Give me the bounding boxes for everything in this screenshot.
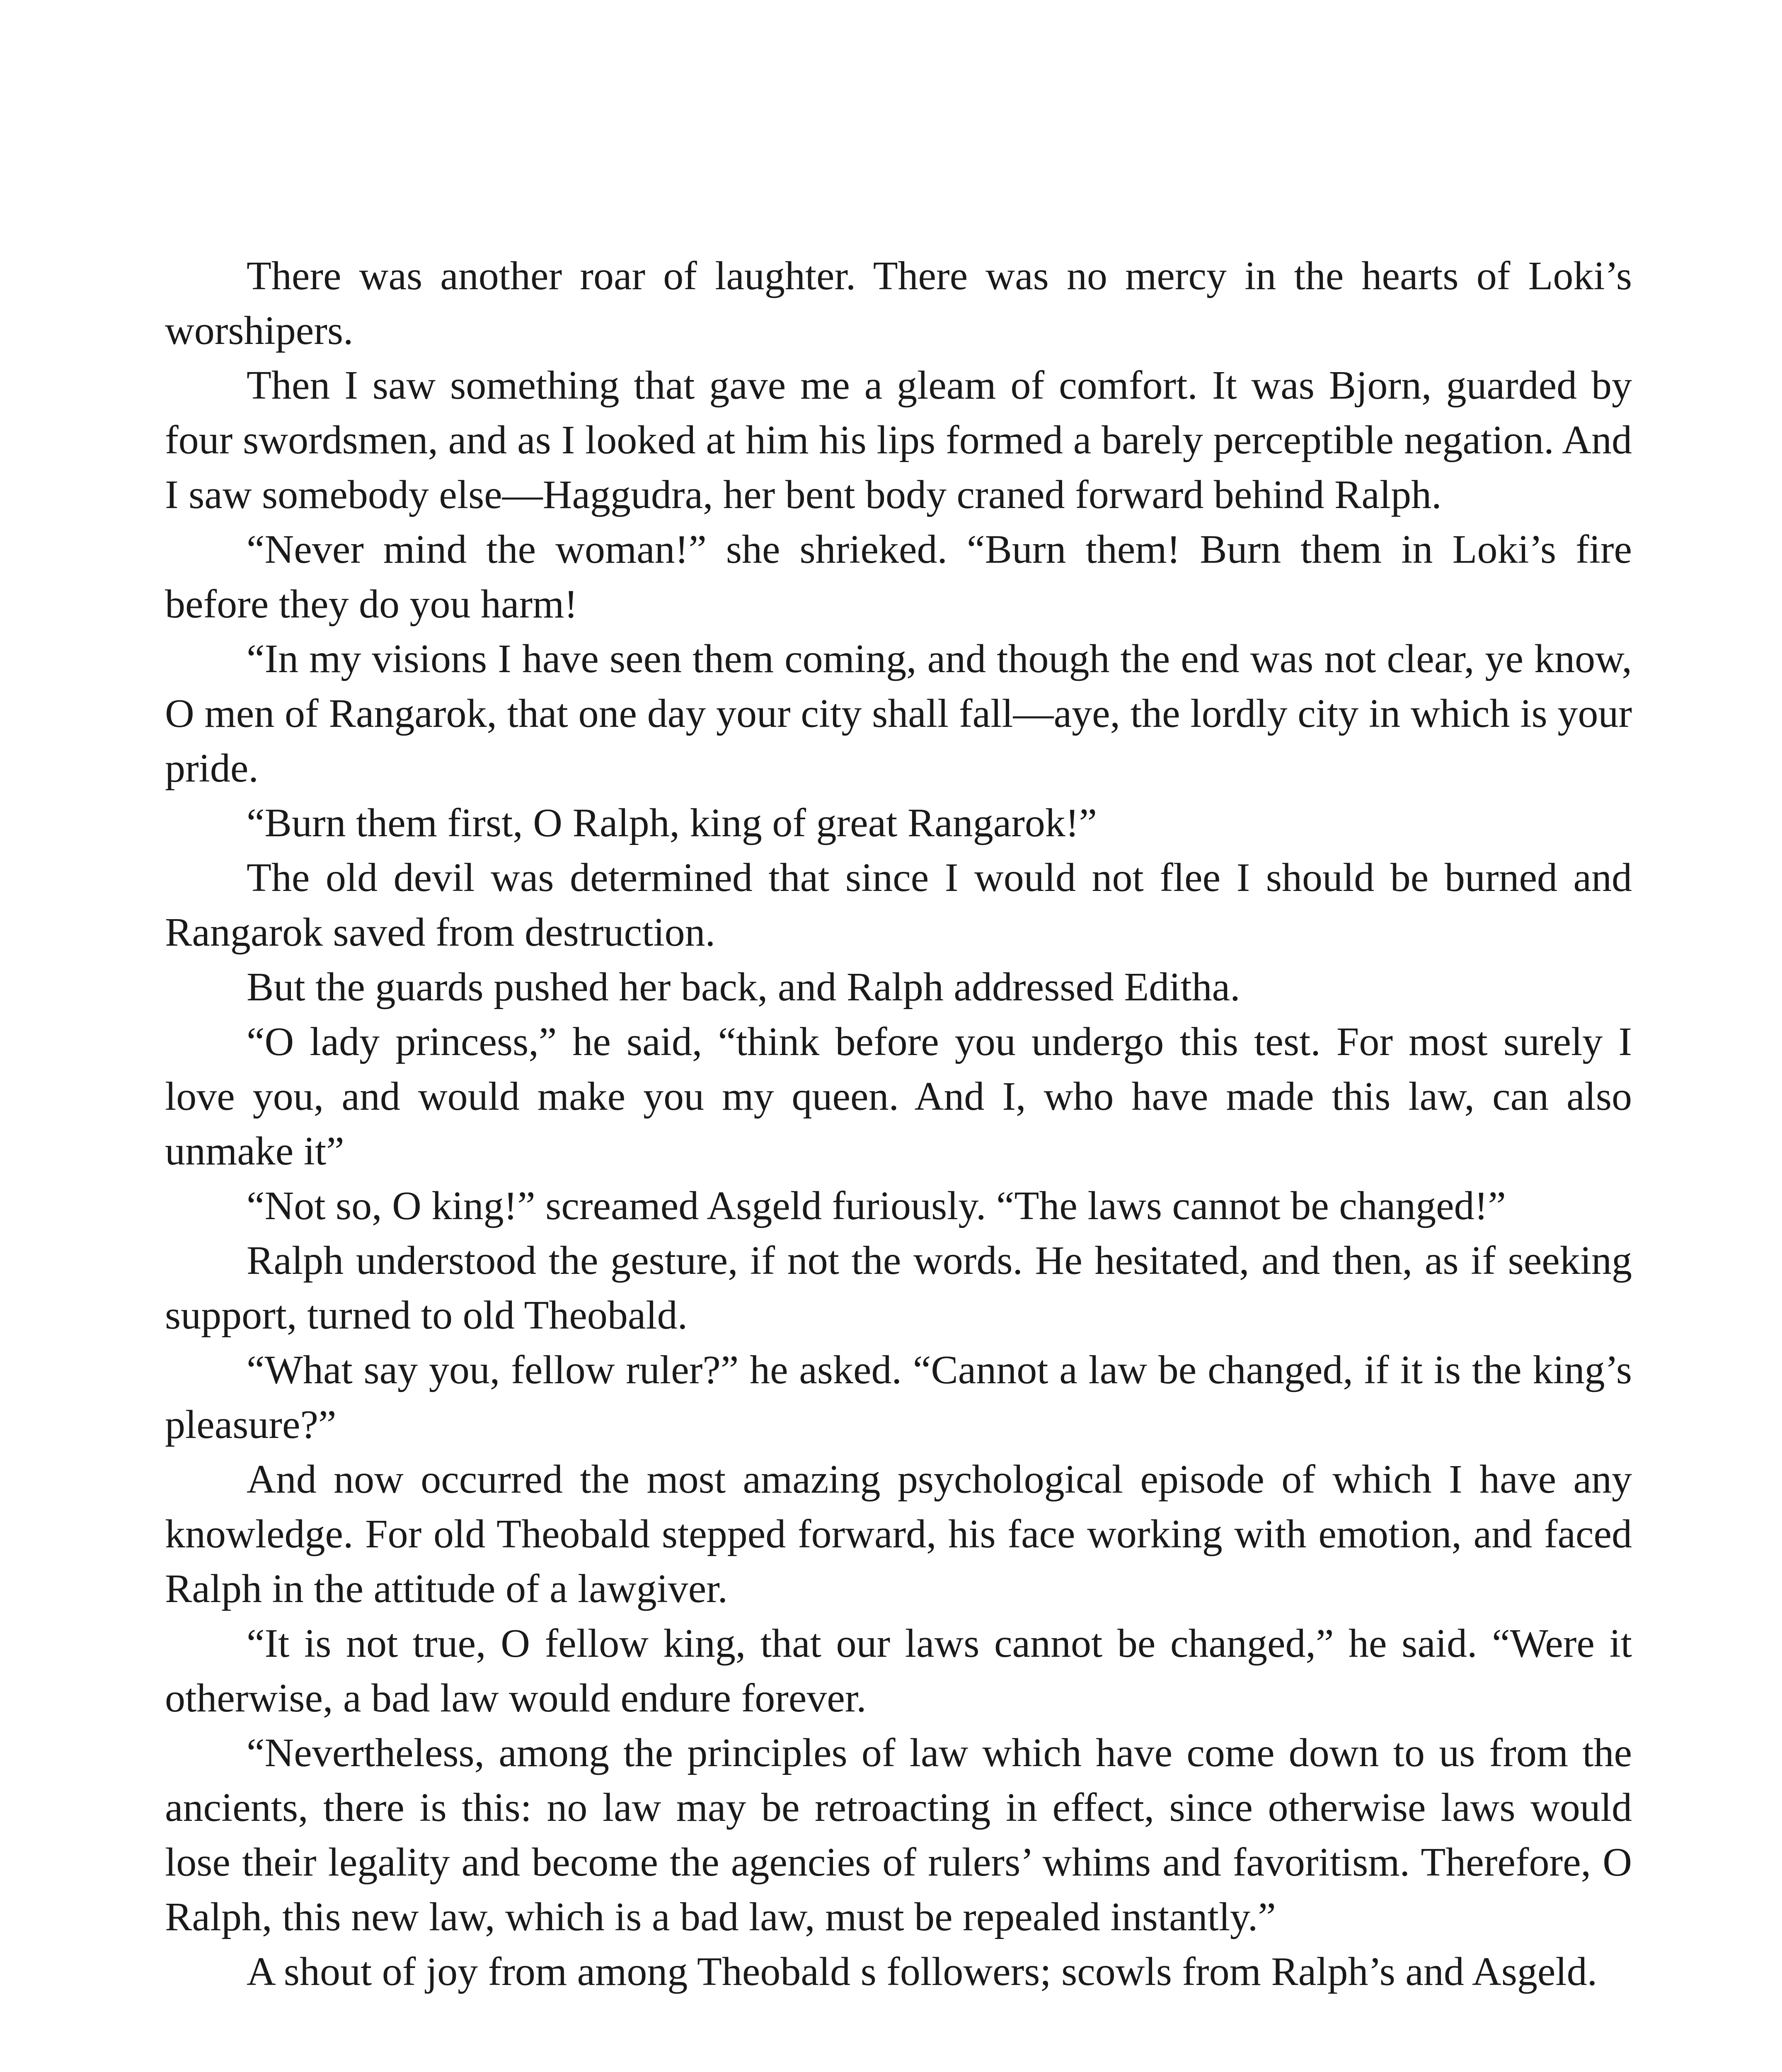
paragraph: “What say you, fellow ruler?” he asked. “Cannot a law be changed, if it is the king’s pleasure?” <box>165 1348 1632 1447</box>
paragraph: There was another roar of laughter. There was no mercy in the hearts of Loki’s worshipers. <box>165 254 1632 353</box>
paragraph: “In my visions I have seen them coming, and though the end was not clear, ye know, O men of Rangarok, that one day your city shall fall—aye, the lordly city in which is your pride. <box>165 637 1632 791</box>
paragraph: “It is not true, O fellow king, that our laws cannot be changed,” he said. “Were it otherwise, a bad law would endure forever. <box>165 1621 1632 1721</box>
paragraph: “Nevertheless, among the principles of law which have come down to us from the ancients, there is this: no law may be retroacting in effect, since otherwise laws would lose their legality and become the agencies of rulers’ whims and favoritism. Therefore, O Ralph, this new law, which is a bad law, must be repealed instantly.” <box>165 1731 1632 1939</box>
paragraph: A shout of joy from among Theobald s followers; scowls from Ralph’s and Asgeld. <box>247 1949 1598 1994</box>
paragraph: “Burn them first, O Ralph, king of great Rangarok!” <box>247 801 1097 845</box>
paragraph: The old devil was determined that since I would not flee I should be burned and Rangarok saved from destruction. <box>165 855 1632 955</box>
paragraph: “O lady princess,” he said, “think before you undergo this test. For most surely I love you, and would make you my queen. And I, who have made this law, can also unmake it” <box>165 1019 1632 1174</box>
paragraph: “Not so, O king!” screamed Asgeld furiously. “The laws cannot be changed!” <box>247 1184 1506 1228</box>
paragraph: But the guards pushed her back, and Ralph addressed Editha. <box>247 965 1240 1009</box>
paragraph: Then I saw something that gave me a gleam of comfort. It was Bjorn, guarded by four swordsmen, and as I looked at him his lips formed a barely perceptible negation. And I saw somebody else—Haggudra, her bent body craned forward behind Ralph. <box>165 363 1632 517</box>
paragraph: “Never mind the woman!” she shrieked. “Burn them! Burn them in Loki’s fire before they do you harm! <box>165 527 1632 627</box>
paragraph: And now occurred the most amazing psychological episode of which I have any knowledge. For old Theobald stepped forward, his face working with emotion, and faced Ralph in the attitude of a lawgiver. <box>165 1457 1632 1611</box>
paragraph: Ralph understood the gesture, if not the words. He hesitated, and then, as if seeking support, turned to old Theobald. <box>165 1238 1632 1338</box>
body-text <box>165 249 1632 1999</box>
